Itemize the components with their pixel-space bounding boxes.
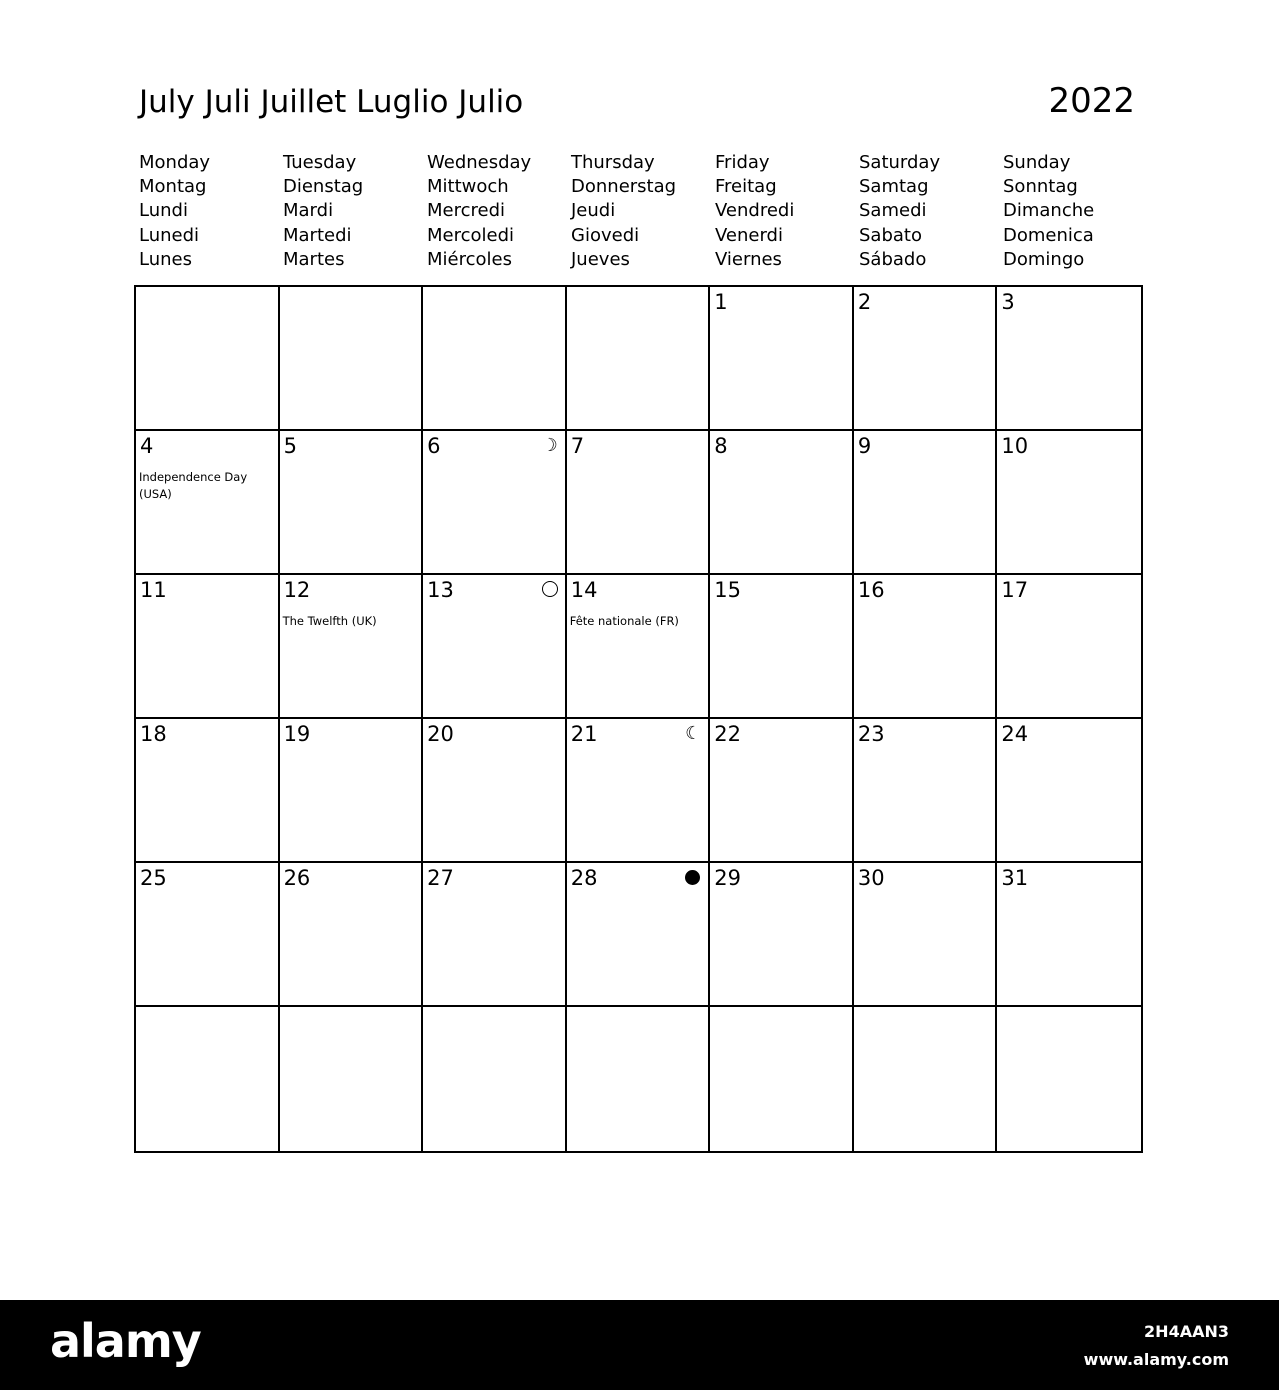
day-number: 14 bbox=[570, 578, 598, 602]
day-cell-20 bbox=[423, 719, 567, 863]
stock-url: www.alamy.com bbox=[1083, 1350, 1229, 1369]
weekday-name: Dienstag bbox=[283, 176, 364, 198]
day-cell-30 bbox=[854, 863, 998, 1007]
day-cell-10 bbox=[997, 431, 1141, 575]
weekday-name: Dimanche bbox=[1003, 200, 1095, 222]
weekday-name: Sabato bbox=[859, 224, 922, 246]
day-cell-25 bbox=[136, 863, 280, 1007]
day-number: 25 bbox=[140, 866, 167, 890]
day-number: 27 bbox=[427, 866, 454, 890]
day-cell-2 bbox=[854, 287, 998, 431]
day-cell-19 bbox=[280, 719, 424, 863]
weekday-name: Friday bbox=[715, 152, 770, 173]
day-number: 7 bbox=[570, 434, 585, 458]
weekday-header-saturday bbox=[859, 151, 1003, 272]
weekday-name: Lunes bbox=[139, 248, 192, 270]
day-number: 5 bbox=[283, 434, 297, 458]
day-cell-21 bbox=[567, 719, 711, 863]
day-cell-22 bbox=[710, 719, 854, 863]
day-number: 28 bbox=[570, 866, 598, 890]
empty-day-cell bbox=[136, 287, 280, 431]
last-quarter-moon-icon: ☾ bbox=[685, 723, 702, 744]
day-number: 16 bbox=[857, 578, 885, 602]
day-number: 20 bbox=[427, 722, 454, 746]
empty-day-cell bbox=[710, 1007, 854, 1151]
weekday-header-friday bbox=[715, 151, 859, 272]
calendar-year: 2022 bbox=[1048, 81, 1135, 121]
weekday-name: Donnerstag bbox=[571, 176, 677, 198]
day-number: 3 bbox=[1001, 290, 1015, 314]
day-cell-16 bbox=[854, 575, 998, 719]
weekday-name: Mercredi bbox=[427, 200, 506, 222]
weekday-header-wednesday bbox=[427, 151, 571, 272]
weekday-name: Lundi bbox=[139, 200, 188, 222]
day-cell-8 bbox=[710, 431, 854, 575]
day-number: 30 bbox=[857, 866, 885, 890]
weekday-name: Sunday bbox=[1003, 152, 1071, 173]
empty-day-cell bbox=[567, 287, 711, 431]
day-number: 23 bbox=[857, 722, 885, 746]
day-number: 18 bbox=[140, 722, 167, 746]
empty-day-cell bbox=[854, 1007, 998, 1151]
weekday-name: Domenica bbox=[1003, 224, 1094, 246]
weekday-name: Jeudi bbox=[571, 200, 616, 222]
weekday-name: Wednesday bbox=[427, 152, 532, 173]
day-number: 10 bbox=[1001, 434, 1029, 458]
day-number: 15 bbox=[714, 578, 742, 602]
weekday-name: Sábado bbox=[859, 248, 927, 270]
day-number: 26 bbox=[283, 866, 311, 890]
empty-day-cell bbox=[280, 1007, 424, 1151]
holiday-label: The Twelfth (UK) bbox=[282, 614, 377, 628]
weekday-header-thursday bbox=[571, 151, 715, 272]
holiday-label: Independence Day (USA) bbox=[139, 470, 248, 501]
weekday-name: Tuesday bbox=[283, 152, 357, 173]
weekday-name: Martedi bbox=[283, 224, 352, 246]
day-cell-12 bbox=[280, 575, 424, 719]
day-cell-27 bbox=[423, 863, 567, 1007]
day-cell-31 bbox=[997, 863, 1141, 1007]
day-number: 11 bbox=[140, 578, 167, 602]
day-cell-4 bbox=[136, 431, 280, 575]
day-number: 13 bbox=[427, 578, 454, 602]
holiday-label: Fête nationale (FR) bbox=[569, 614, 679, 628]
new-moon-icon bbox=[685, 870, 700, 885]
weekday-name: Sonntag bbox=[1003, 176, 1078, 198]
calendar-grid bbox=[134, 285, 1143, 1153]
weekday-name: Viernes bbox=[715, 248, 782, 270]
weekday-header-sunday bbox=[1003, 151, 1147, 272]
empty-day-cell bbox=[280, 287, 424, 431]
day-cell-6 bbox=[423, 431, 567, 575]
weekday-name: Miércoles bbox=[427, 248, 512, 270]
empty-day-cell bbox=[136, 1007, 280, 1151]
weekday-header-monday bbox=[139, 151, 283, 272]
day-number: 22 bbox=[714, 722, 742, 746]
weekday-name: Jueves bbox=[571, 248, 630, 270]
first-quarter-moon-icon: ☽ bbox=[541, 435, 558, 456]
empty-day-cell bbox=[423, 287, 567, 431]
calendar-title: July Juli Juillet Luglio Julio bbox=[139, 84, 524, 120]
day-cell-23 bbox=[854, 719, 998, 863]
day-cell-26 bbox=[280, 863, 424, 1007]
day-number: 31 bbox=[1001, 866, 1029, 890]
day-cell-9 bbox=[854, 431, 998, 575]
empty-day-cell bbox=[423, 1007, 567, 1151]
day-number: 2 bbox=[857, 290, 872, 314]
weekday-name: Mittwoch bbox=[427, 176, 509, 198]
weekday-name: Freitag bbox=[715, 176, 777, 198]
day-cell-15 bbox=[710, 575, 854, 719]
day-cell-17 bbox=[997, 575, 1141, 719]
day-number: 19 bbox=[283, 722, 311, 746]
day-number: 8 bbox=[714, 434, 728, 458]
day-number: 17 bbox=[1001, 578, 1029, 602]
weekday-name: Giovedi bbox=[571, 224, 640, 246]
weekday-name: Thursday bbox=[571, 152, 655, 173]
weekday-name: Saturday bbox=[859, 152, 941, 173]
day-cell-3 bbox=[997, 287, 1141, 431]
day-number: 9 bbox=[857, 434, 872, 458]
weekday-name: Vendredi bbox=[715, 200, 795, 222]
day-cell-13 bbox=[423, 575, 567, 719]
day-cell-28 bbox=[567, 863, 711, 1007]
day-cell-14 bbox=[567, 575, 711, 719]
weekday-name: Montag bbox=[139, 176, 207, 198]
weekday-name: Martes bbox=[283, 248, 345, 270]
day-cell-24 bbox=[997, 719, 1141, 863]
day-cell-7 bbox=[567, 431, 711, 575]
day-cell-18 bbox=[136, 719, 280, 863]
day-number: 4 bbox=[140, 434, 154, 458]
weekday-name: Samedi bbox=[859, 200, 927, 222]
weekday-name: Venerdi bbox=[715, 224, 783, 246]
empty-day-cell bbox=[567, 1007, 711, 1151]
full-moon-icon bbox=[542, 581, 558, 597]
day-number: 21 bbox=[570, 722, 598, 746]
day-cell-11 bbox=[136, 575, 280, 719]
day-cell-5 bbox=[280, 431, 424, 575]
weekday-name: Lunedi bbox=[139, 224, 200, 246]
day-number: 6 bbox=[427, 434, 441, 458]
weekday-name: Monday bbox=[139, 152, 211, 173]
weekday-name: Mardi bbox=[283, 200, 334, 222]
stock-image-id: 2H4AAN3 bbox=[1144, 1322, 1229, 1341]
day-number: 24 bbox=[1001, 722, 1029, 746]
empty-day-cell bbox=[997, 1007, 1141, 1151]
weekday-name: Samtag bbox=[859, 176, 929, 198]
day-cell-1 bbox=[710, 287, 854, 431]
day-number: 1 bbox=[714, 290, 728, 314]
weekday-name: Mercoledi bbox=[427, 224, 515, 246]
weekday-name: Domingo bbox=[1003, 248, 1085, 270]
day-number: 29 bbox=[714, 866, 742, 890]
weekday-header-tuesday bbox=[283, 151, 427, 272]
day-number: 12 bbox=[283, 578, 311, 602]
stock-footer-bar bbox=[0, 1300, 1279, 1390]
alamy-logo: alamy bbox=[50, 1314, 201, 1368]
day-cell-29 bbox=[710, 863, 854, 1007]
